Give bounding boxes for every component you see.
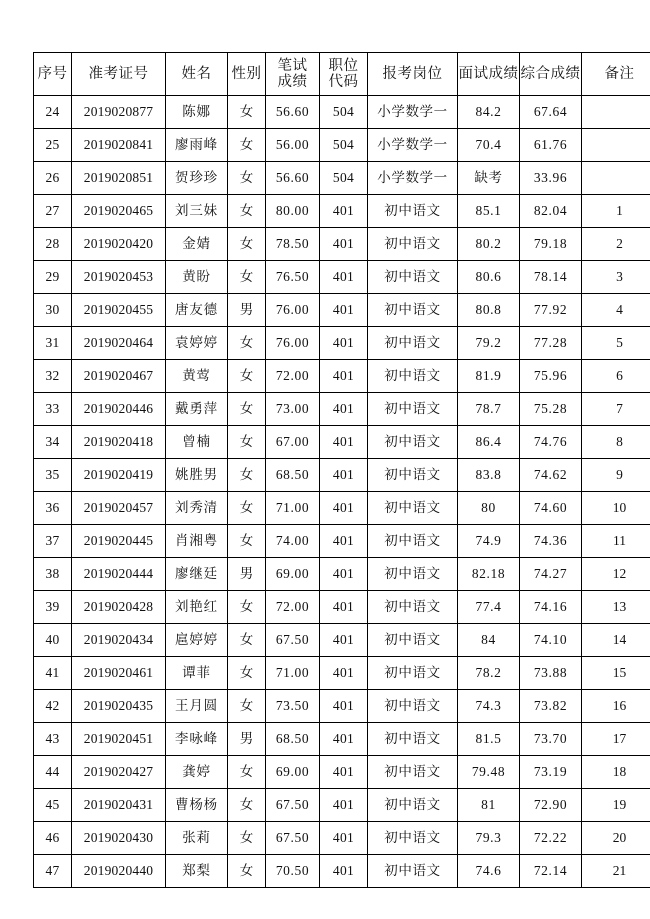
cell-poscode: 401 bbox=[320, 195, 368, 228]
cell-gender: 女 bbox=[228, 624, 266, 657]
cell-written: 67.50 bbox=[266, 789, 320, 822]
cell-remark: 6 bbox=[582, 360, 650, 393]
cell-written: 67.50 bbox=[266, 624, 320, 657]
cell-poscode: 401 bbox=[320, 558, 368, 591]
cell-name: 扈婷婷 bbox=[166, 624, 228, 657]
cell-name: 曹杨杨 bbox=[166, 789, 228, 822]
cell-poscode: 401 bbox=[320, 591, 368, 624]
cell-post: 初中语文 bbox=[368, 789, 458, 822]
cell-name: 张莉 bbox=[166, 822, 228, 855]
cell-remark: 4 bbox=[582, 294, 650, 327]
column-header-intv bbox=[458, 53, 520, 96]
table-row bbox=[34, 393, 650, 426]
cell-remark: 5 bbox=[582, 327, 650, 360]
cell-ticket: 2019020435 bbox=[72, 690, 166, 723]
cell-name: 曾楠 bbox=[166, 426, 228, 459]
cell-name: 刘秀清 bbox=[166, 492, 228, 525]
cell-post: 初中语文 bbox=[368, 360, 458, 393]
cell-seq: 27 bbox=[34, 195, 72, 228]
cell-poscode: 401 bbox=[320, 228, 368, 261]
column-header-ticket-line-0: 准考证号 bbox=[88, 65, 149, 82]
table-row bbox=[34, 756, 650, 789]
cell-seq: 35 bbox=[34, 459, 72, 492]
cell-written: 69.00 bbox=[266, 756, 320, 789]
cell-remark: 18 bbox=[582, 756, 650, 789]
column-header-written-line-0: 笔试 bbox=[277, 57, 308, 74]
table-row bbox=[34, 789, 650, 822]
cell-seq: 43 bbox=[34, 723, 72, 756]
table-row bbox=[34, 525, 650, 558]
cell-ticket: 2019020465 bbox=[72, 195, 166, 228]
cell-intv: 84.2 bbox=[458, 96, 520, 129]
cell-remark: 8 bbox=[582, 426, 650, 459]
cell-intv: 80.6 bbox=[458, 261, 520, 294]
cell-poscode: 401 bbox=[320, 459, 368, 492]
cell-post: 初中语文 bbox=[368, 327, 458, 360]
score-table-container bbox=[33, 52, 635, 888]
cell-comp: 78.14 bbox=[520, 261, 582, 294]
cell-name: 王月圆 bbox=[166, 690, 228, 723]
cell-ticket: 2019020467 bbox=[72, 360, 166, 393]
cell-remark bbox=[582, 96, 650, 129]
cell-poscode: 401 bbox=[320, 624, 368, 657]
cell-seq: 40 bbox=[34, 624, 72, 657]
cell-comp: 75.96 bbox=[520, 360, 582, 393]
cell-remark: 19 bbox=[582, 789, 650, 822]
cell-intv: 81.9 bbox=[458, 360, 520, 393]
cell-name: 陈娜 bbox=[166, 96, 228, 129]
table-row bbox=[34, 624, 650, 657]
cell-post: 初中语文 bbox=[368, 459, 458, 492]
cell-poscode: 401 bbox=[320, 822, 368, 855]
cell-name: 肖湘粤 bbox=[166, 525, 228, 558]
cell-remark: 1 bbox=[582, 195, 650, 228]
cell-poscode: 401 bbox=[320, 393, 368, 426]
cell-intv: 74.3 bbox=[458, 690, 520, 723]
cell-gender: 女 bbox=[228, 459, 266, 492]
cell-ticket: 2019020877 bbox=[72, 96, 166, 129]
cell-name: 谭菲 bbox=[166, 657, 228, 690]
cell-post: 初中语文 bbox=[368, 624, 458, 657]
cell-remark: 10 bbox=[582, 492, 650, 525]
cell-post: 初中语文 bbox=[368, 294, 458, 327]
cell-intv: 82.18 bbox=[458, 558, 520, 591]
table-row bbox=[34, 96, 650, 129]
cell-written: 71.00 bbox=[266, 657, 320, 690]
cell-name: 黄盼 bbox=[166, 261, 228, 294]
cell-remark: 12 bbox=[582, 558, 650, 591]
cell-name: 唐友德 bbox=[166, 294, 228, 327]
cell-remark: 17 bbox=[582, 723, 650, 756]
cell-ticket: 2019020428 bbox=[72, 591, 166, 624]
cell-gender: 女 bbox=[228, 756, 266, 789]
cell-comp: 79.18 bbox=[520, 228, 582, 261]
cell-seq: 24 bbox=[34, 96, 72, 129]
table-row bbox=[34, 822, 650, 855]
cell-written: 67.50 bbox=[266, 822, 320, 855]
cell-post: 小学数学一 bbox=[368, 162, 458, 195]
cell-post: 初中语文 bbox=[368, 525, 458, 558]
cell-gender: 男 bbox=[228, 723, 266, 756]
cell-seq: 25 bbox=[34, 129, 72, 162]
cell-ticket: 2019020446 bbox=[72, 393, 166, 426]
cell-ticket: 2019020430 bbox=[72, 822, 166, 855]
cell-gender: 女 bbox=[228, 525, 266, 558]
cell-post: 小学数学一 bbox=[368, 96, 458, 129]
cell-remark: 15 bbox=[582, 657, 650, 690]
cell-seq: 39 bbox=[34, 591, 72, 624]
cell-post: 初中语文 bbox=[368, 195, 458, 228]
cell-remark: 9 bbox=[582, 459, 650, 492]
cell-remark: 20 bbox=[582, 822, 650, 855]
exam-score-table bbox=[33, 52, 650, 888]
cell-seq: 28 bbox=[34, 228, 72, 261]
cell-seq: 47 bbox=[34, 855, 72, 888]
cell-comp: 74.76 bbox=[520, 426, 582, 459]
cell-remark bbox=[582, 129, 650, 162]
cell-intv: 84 bbox=[458, 624, 520, 657]
cell-gender: 男 bbox=[228, 294, 266, 327]
cell-written: 73.50 bbox=[266, 690, 320, 723]
cell-intv: 79.48 bbox=[458, 756, 520, 789]
cell-seq: 38 bbox=[34, 558, 72, 591]
cell-intv: 78.2 bbox=[458, 657, 520, 690]
cell-written: 80.00 bbox=[266, 195, 320, 228]
cell-comp: 74.27 bbox=[520, 558, 582, 591]
cell-written: 76.50 bbox=[266, 261, 320, 294]
cell-comp: 75.28 bbox=[520, 393, 582, 426]
cell-remark: 21 bbox=[582, 855, 650, 888]
cell-intv: 74.9 bbox=[458, 525, 520, 558]
cell-comp: 73.82 bbox=[520, 690, 582, 723]
cell-name: 戴勇萍 bbox=[166, 393, 228, 426]
cell-gender: 女 bbox=[228, 789, 266, 822]
cell-ticket: 2019020455 bbox=[72, 294, 166, 327]
table-row bbox=[34, 162, 650, 195]
cell-written: 69.00 bbox=[266, 558, 320, 591]
cell-comp: 74.62 bbox=[520, 459, 582, 492]
cell-seq: 37 bbox=[34, 525, 72, 558]
cell-poscode: 401 bbox=[320, 327, 368, 360]
cell-written: 56.00 bbox=[266, 129, 320, 162]
cell-poscode: 401 bbox=[320, 723, 368, 756]
column-header-seq-line-0: 序号 bbox=[37, 65, 68, 82]
cell-post: 初中语文 bbox=[368, 228, 458, 261]
column-header-name-line-0: 姓名 bbox=[181, 65, 212, 82]
cell-intv: 83.8 bbox=[458, 459, 520, 492]
cell-intv: 74.6 bbox=[458, 855, 520, 888]
cell-comp: 74.16 bbox=[520, 591, 582, 624]
cell-poscode: 504 bbox=[320, 129, 368, 162]
table-row bbox=[34, 294, 650, 327]
cell-seq: 46 bbox=[34, 822, 72, 855]
cell-ticket: 2019020440 bbox=[72, 855, 166, 888]
cell-remark: 11 bbox=[582, 525, 650, 558]
cell-gender: 男 bbox=[228, 558, 266, 591]
cell-seq: 32 bbox=[34, 360, 72, 393]
cell-gender: 女 bbox=[228, 96, 266, 129]
cell-comp: 77.28 bbox=[520, 327, 582, 360]
cell-seq: 31 bbox=[34, 327, 72, 360]
cell-gender: 女 bbox=[228, 591, 266, 624]
cell-intv: 80.2 bbox=[458, 228, 520, 261]
cell-written: 72.00 bbox=[266, 591, 320, 624]
cell-written: 78.50 bbox=[266, 228, 320, 261]
cell-seq: 44 bbox=[34, 756, 72, 789]
cell-gender: 女 bbox=[228, 195, 266, 228]
cell-poscode: 401 bbox=[320, 690, 368, 723]
cell-post: 初中语文 bbox=[368, 492, 458, 525]
cell-ticket: 2019020420 bbox=[72, 228, 166, 261]
cell-written: 73.00 bbox=[266, 393, 320, 426]
cell-comp: 72.90 bbox=[520, 789, 582, 822]
cell-post: 初中语文 bbox=[368, 261, 458, 294]
cell-written: 56.60 bbox=[266, 162, 320, 195]
cell-intv: 80.8 bbox=[458, 294, 520, 327]
cell-name: 龚婷 bbox=[166, 756, 228, 789]
cell-intv: 78.7 bbox=[458, 393, 520, 426]
table-row bbox=[34, 558, 650, 591]
column-header-remark bbox=[582, 53, 650, 96]
cell-name: 李咏峰 bbox=[166, 723, 228, 756]
cell-intv: 85.1 bbox=[458, 195, 520, 228]
table-row bbox=[34, 492, 650, 525]
cell-poscode: 401 bbox=[320, 525, 368, 558]
cell-gender: 女 bbox=[228, 690, 266, 723]
table-row bbox=[34, 327, 650, 360]
cell-written: 68.50 bbox=[266, 723, 320, 756]
column-header-gender-line-0: 性别 bbox=[231, 65, 262, 82]
cell-name: 廖雨峰 bbox=[166, 129, 228, 162]
cell-name: 袁婷婷 bbox=[166, 327, 228, 360]
cell-intv: 缺考 bbox=[458, 162, 520, 195]
cell-gender: 女 bbox=[228, 261, 266, 294]
column-header-remark-line-0: 备注 bbox=[604, 65, 635, 82]
cell-remark: 14 bbox=[582, 624, 650, 657]
cell-gender: 女 bbox=[228, 327, 266, 360]
table-row bbox=[34, 690, 650, 723]
cell-poscode: 401 bbox=[320, 789, 368, 822]
cell-intv: 81.5 bbox=[458, 723, 520, 756]
table-row bbox=[34, 129, 650, 162]
cell-post: 初中语文 bbox=[368, 690, 458, 723]
cell-remark: 2 bbox=[582, 228, 650, 261]
table-row bbox=[34, 195, 650, 228]
cell-ticket: 2019020418 bbox=[72, 426, 166, 459]
cell-post: 初中语文 bbox=[368, 822, 458, 855]
table-row bbox=[34, 855, 650, 888]
cell-comp: 73.88 bbox=[520, 657, 582, 690]
cell-intv: 77.4 bbox=[458, 591, 520, 624]
cell-gender: 女 bbox=[228, 426, 266, 459]
cell-written: 70.50 bbox=[266, 855, 320, 888]
cell-ticket: 2019020851 bbox=[72, 162, 166, 195]
cell-poscode: 401 bbox=[320, 261, 368, 294]
cell-post: 初中语文 bbox=[368, 558, 458, 591]
cell-post: 初中语文 bbox=[368, 657, 458, 690]
column-header-poscode-line-1: 代码 bbox=[328, 74, 359, 90]
cell-post: 小学数学一 bbox=[368, 129, 458, 162]
column-header-written-line-1: 成绩 bbox=[277, 74, 308, 90]
column-header-post-line-0: 报考岗位 bbox=[382, 65, 443, 82]
cell-gender: 女 bbox=[228, 228, 266, 261]
cell-ticket: 2019020457 bbox=[72, 492, 166, 525]
table-row bbox=[34, 459, 650, 492]
cell-seq: 36 bbox=[34, 492, 72, 525]
cell-written: 76.00 bbox=[266, 327, 320, 360]
cell-seq: 30 bbox=[34, 294, 72, 327]
cell-remark: 13 bbox=[582, 591, 650, 624]
cell-comp: 72.14 bbox=[520, 855, 582, 888]
cell-post: 初中语文 bbox=[368, 426, 458, 459]
cell-written: 76.00 bbox=[266, 294, 320, 327]
cell-name: 郑梨 bbox=[166, 855, 228, 888]
cell-poscode: 401 bbox=[320, 855, 368, 888]
column-header-post bbox=[368, 53, 458, 96]
cell-gender: 女 bbox=[228, 492, 266, 525]
cell-name: 廖继廷 bbox=[166, 558, 228, 591]
cell-ticket: 2019020445 bbox=[72, 525, 166, 558]
cell-intv: 81 bbox=[458, 789, 520, 822]
cell-name: 刘三妹 bbox=[166, 195, 228, 228]
cell-remark bbox=[582, 162, 650, 195]
cell-ticket: 2019020431 bbox=[72, 789, 166, 822]
cell-comp: 72.22 bbox=[520, 822, 582, 855]
cell-comp: 33.96 bbox=[520, 162, 582, 195]
header-row bbox=[34, 53, 650, 96]
cell-gender: 女 bbox=[228, 129, 266, 162]
cell-written: 71.00 bbox=[266, 492, 320, 525]
column-header-written bbox=[266, 53, 320, 96]
cell-poscode: 401 bbox=[320, 426, 368, 459]
cell-intv: 80 bbox=[458, 492, 520, 525]
cell-written: 68.50 bbox=[266, 459, 320, 492]
cell-seq: 42 bbox=[34, 690, 72, 723]
cell-name: 金婧 bbox=[166, 228, 228, 261]
column-header-seq bbox=[34, 53, 72, 96]
cell-poscode: 401 bbox=[320, 756, 368, 789]
cell-intv: 79.2 bbox=[458, 327, 520, 360]
cell-post: 初中语文 bbox=[368, 591, 458, 624]
cell-intv: 86.4 bbox=[458, 426, 520, 459]
cell-name: 姚胜男 bbox=[166, 459, 228, 492]
column-header-poscode bbox=[320, 53, 368, 96]
cell-comp: 61.76 bbox=[520, 129, 582, 162]
cell-post: 初中语文 bbox=[368, 855, 458, 888]
cell-written: 74.00 bbox=[266, 525, 320, 558]
table-row bbox=[34, 591, 650, 624]
cell-post: 初中语文 bbox=[368, 756, 458, 789]
cell-seq: 45 bbox=[34, 789, 72, 822]
cell-poscode: 504 bbox=[320, 96, 368, 129]
cell-ticket: 2019020434 bbox=[72, 624, 166, 657]
cell-ticket: 2019020841 bbox=[72, 129, 166, 162]
cell-intv: 79.3 bbox=[458, 822, 520, 855]
cell-name: 黄莺 bbox=[166, 360, 228, 393]
column-header-comp bbox=[520, 53, 582, 96]
cell-intv: 70.4 bbox=[458, 129, 520, 162]
column-header-intv-line-0: 面试成绩 bbox=[458, 65, 519, 82]
cell-gender: 女 bbox=[228, 360, 266, 393]
cell-ticket: 2019020427 bbox=[72, 756, 166, 789]
table-row bbox=[34, 261, 650, 294]
cell-remark: 16 bbox=[582, 690, 650, 723]
cell-seq: 29 bbox=[34, 261, 72, 294]
cell-ticket: 2019020451 bbox=[72, 723, 166, 756]
cell-comp: 74.36 bbox=[520, 525, 582, 558]
cell-seq: 34 bbox=[34, 426, 72, 459]
cell-written: 67.00 bbox=[266, 426, 320, 459]
cell-comp: 82.04 bbox=[520, 195, 582, 228]
cell-name: 贺珍珍 bbox=[166, 162, 228, 195]
cell-comp: 77.92 bbox=[520, 294, 582, 327]
cell-poscode: 401 bbox=[320, 294, 368, 327]
cell-poscode: 401 bbox=[320, 657, 368, 690]
cell-ticket: 2019020453 bbox=[72, 261, 166, 294]
column-header-comp-line-0: 综合成绩 bbox=[520, 65, 581, 82]
cell-poscode: 401 bbox=[320, 360, 368, 393]
cell-comp: 73.70 bbox=[520, 723, 582, 756]
cell-remark: 3 bbox=[582, 261, 650, 294]
cell-gender: 女 bbox=[228, 162, 266, 195]
cell-comp: 74.10 bbox=[520, 624, 582, 657]
cell-ticket: 2019020444 bbox=[72, 558, 166, 591]
cell-post: 初中语文 bbox=[368, 393, 458, 426]
table-row bbox=[34, 228, 650, 261]
cell-comp: 74.60 bbox=[520, 492, 582, 525]
cell-gender: 女 bbox=[228, 822, 266, 855]
cell-gender: 女 bbox=[228, 393, 266, 426]
cell-poscode: 401 bbox=[320, 492, 368, 525]
cell-remark: 7 bbox=[582, 393, 650, 426]
table-row bbox=[34, 426, 650, 459]
cell-comp: 67.64 bbox=[520, 96, 582, 129]
cell-written: 72.00 bbox=[266, 360, 320, 393]
column-header-gender bbox=[228, 53, 266, 96]
cell-name: 刘艳红 bbox=[166, 591, 228, 624]
cell-poscode: 504 bbox=[320, 162, 368, 195]
table-body bbox=[34, 96, 650, 888]
cell-post: 初中语文 bbox=[368, 723, 458, 756]
table-header bbox=[34, 53, 650, 96]
cell-written: 56.60 bbox=[266, 96, 320, 129]
table-row bbox=[34, 657, 650, 690]
cell-gender: 女 bbox=[228, 657, 266, 690]
column-header-poscode-line-0: 职位 bbox=[328, 57, 359, 74]
cell-gender: 女 bbox=[228, 855, 266, 888]
column-header-ticket bbox=[72, 53, 166, 96]
cell-ticket: 2019020461 bbox=[72, 657, 166, 690]
column-header-name bbox=[166, 53, 228, 96]
cell-seq: 33 bbox=[34, 393, 72, 426]
cell-ticket: 2019020419 bbox=[72, 459, 166, 492]
table-row bbox=[34, 360, 650, 393]
cell-ticket: 2019020464 bbox=[72, 327, 166, 360]
table-row bbox=[34, 723, 650, 756]
cell-comp: 73.19 bbox=[520, 756, 582, 789]
cell-seq: 41 bbox=[34, 657, 72, 690]
cell-seq: 26 bbox=[34, 162, 72, 195]
